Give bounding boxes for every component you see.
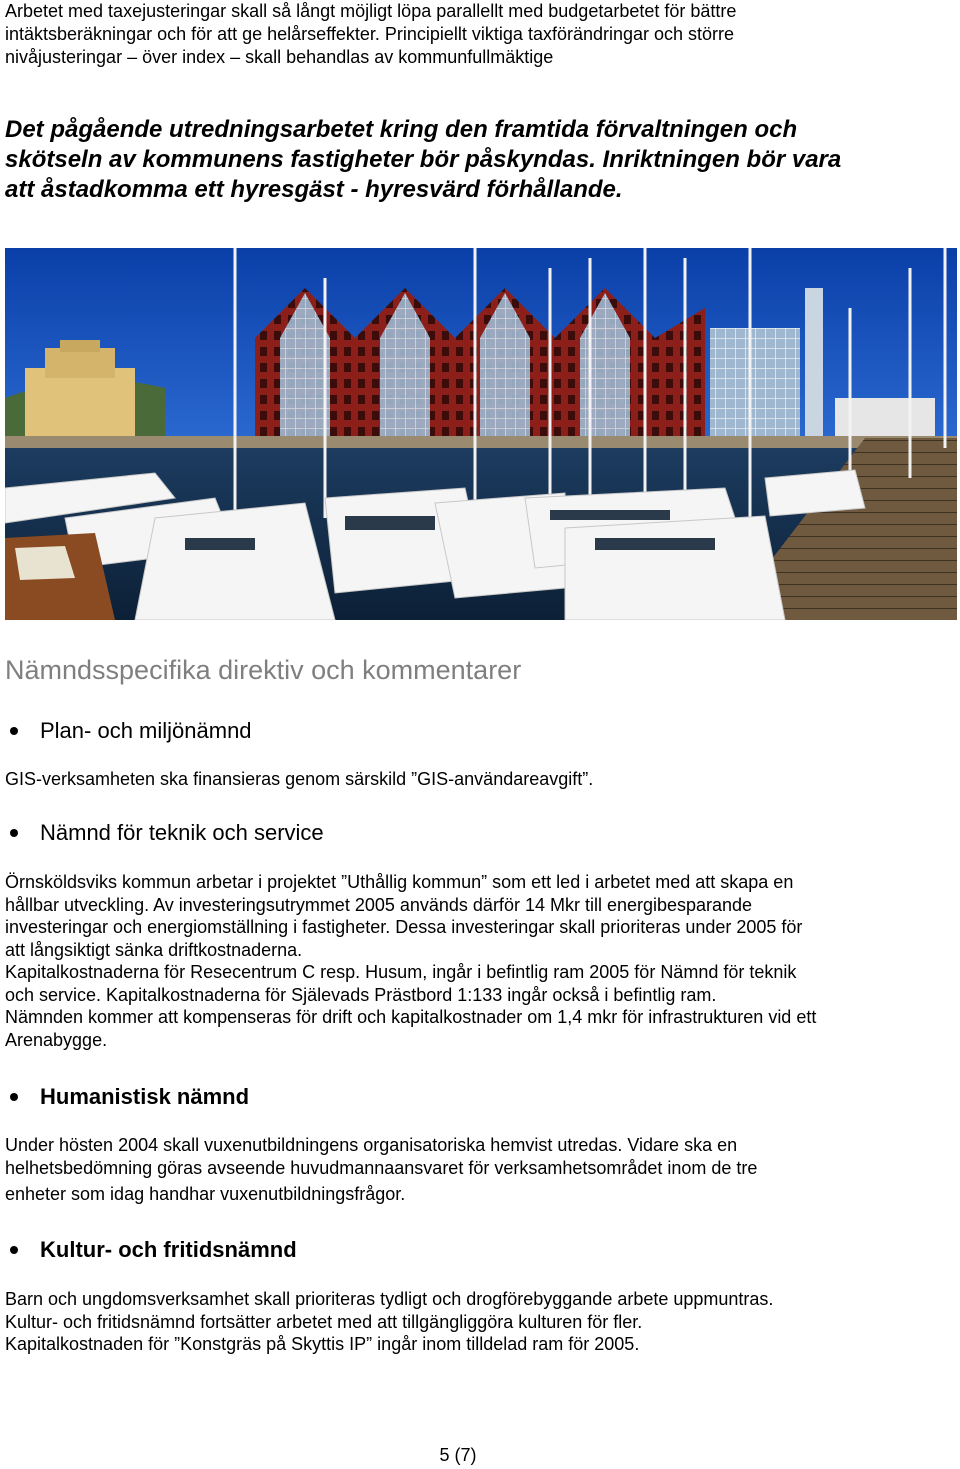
body-paragraph [5, 1288, 950, 1356]
emphasis-line: skötseln av kommunens fastigheter bör påskyndas. Inriktningen bör vara [5, 146, 842, 173]
body-line: Kapitalkostnaden för ”Konstgräs på Skyttis IP” ingår inom tilldelad ram för 2005. [5, 1334, 640, 1354]
page-number: 5 (7) [439, 1445, 477, 1465]
body-line: Kultur- och fritidsnämnd fortsätter arbetet med att tillgängliggöra kulturen för fler. [5, 1311, 643, 1332]
body-line: att långsiktigt sänka driftkostnaderna. [5, 939, 303, 960]
intro-line: Arbetet med taxejusteringar skall så långt möjligt löpa parallellt med budgetarbetet för bättre [5, 1, 737, 21]
bullet-dot-icon [10, 1246, 18, 1254]
intro-line: intäktsberäkningar och för att ge helårseffekter. Principiellt viktiga taxförändringar och större [5, 24, 735, 44]
bullet-heading: Kultur- och fritidsnämnd [40, 1237, 297, 1262]
emphasis-line: Det pågående utredningsarbetet kring den framtida förvaltningen och [5, 116, 798, 143]
bullet-dot-icon [10, 1093, 18, 1101]
body-line: och service. Kapitalkostnaderna för Själevads Prästbord 1:133 ingår också i befintlig ram. [5, 984, 717, 1005]
intro-line: nivåjusteringar – över index – skall behandlas av kommunfullmäktige [5, 47, 554, 67]
section-heading: Nämndsspecifika direktiv och kommentarer [5, 655, 522, 685]
body-line: Kapitalkostnaderna för Resecentrum C resp. Husum, ingår i befintlig ram 2005 för Nämnd för teknik [5, 962, 797, 982]
body-line: hållbar utveckling. Av investeringsutrymmet 2005 används därför 14 Mkr till energibesparande [5, 894, 753, 915]
body-line: investeringar och energiomställning i fastigheter. Dessa investeringar skall prioriteras under 2005 för [5, 917, 803, 937]
emphasis-line: att åstadkomma ett hyresgäst - hyresvärd förhållande. [5, 176, 623, 203]
body-paragraph [5, 871, 950, 1051]
body-line: helhetsbedömning göras avseende huvudmannaansvaret för verksamhetsområdet inom de tre [5, 1157, 758, 1178]
harbor-photo [5, 248, 957, 620]
body-line: Örnsköldsviks kommun arbetar i projektet ”Uthållig kommun” som ett led i arbetet med att skapa en [5, 872, 794, 892]
body-line: enheter som idag handhar vuxenutbildningsfrågor. [5, 1184, 406, 1204]
body-paragraph [5, 1134, 950, 1206]
bullet-dot-icon [10, 727, 18, 735]
body-line: GIS-verksamheten ska finansieras genom särskild ”GIS-användareavgift”. [5, 769, 594, 789]
bullet-item [0, 716, 960, 746]
bullet-item [0, 818, 960, 848]
body-line: Nämnden kommer att kompenseras för drift och kapitalkostnader om 1,4 mkr för infrastrukturen vid ett [5, 1007, 817, 1027]
bullet-item [0, 1235, 960, 1265]
emphasized-statement [5, 115, 955, 205]
bullet-heading: Plan- och miljönämnd [40, 718, 252, 743]
body-line: Under hösten 2004 skall vuxenutbildningens organisatoriska hemvist utredas. Vidare ska en [5, 1135, 738, 1155]
bullet-heading: Nämnd för teknik och service [40, 820, 324, 845]
body-line: Arenabygge. [5, 1029, 108, 1050]
intro-paragraph [5, 0, 955, 69]
bullet-heading: Humanistisk nämnd [40, 1084, 250, 1109]
body-paragraph [5, 768, 950, 791]
bullet-dot-icon [10, 829, 18, 837]
body-line: Barn och ungdomsverksamhet skall prioriteras tydligt och drogförebyggande arbete uppmuntras. [5, 1289, 774, 1309]
bullet-item [0, 1082, 960, 1112]
